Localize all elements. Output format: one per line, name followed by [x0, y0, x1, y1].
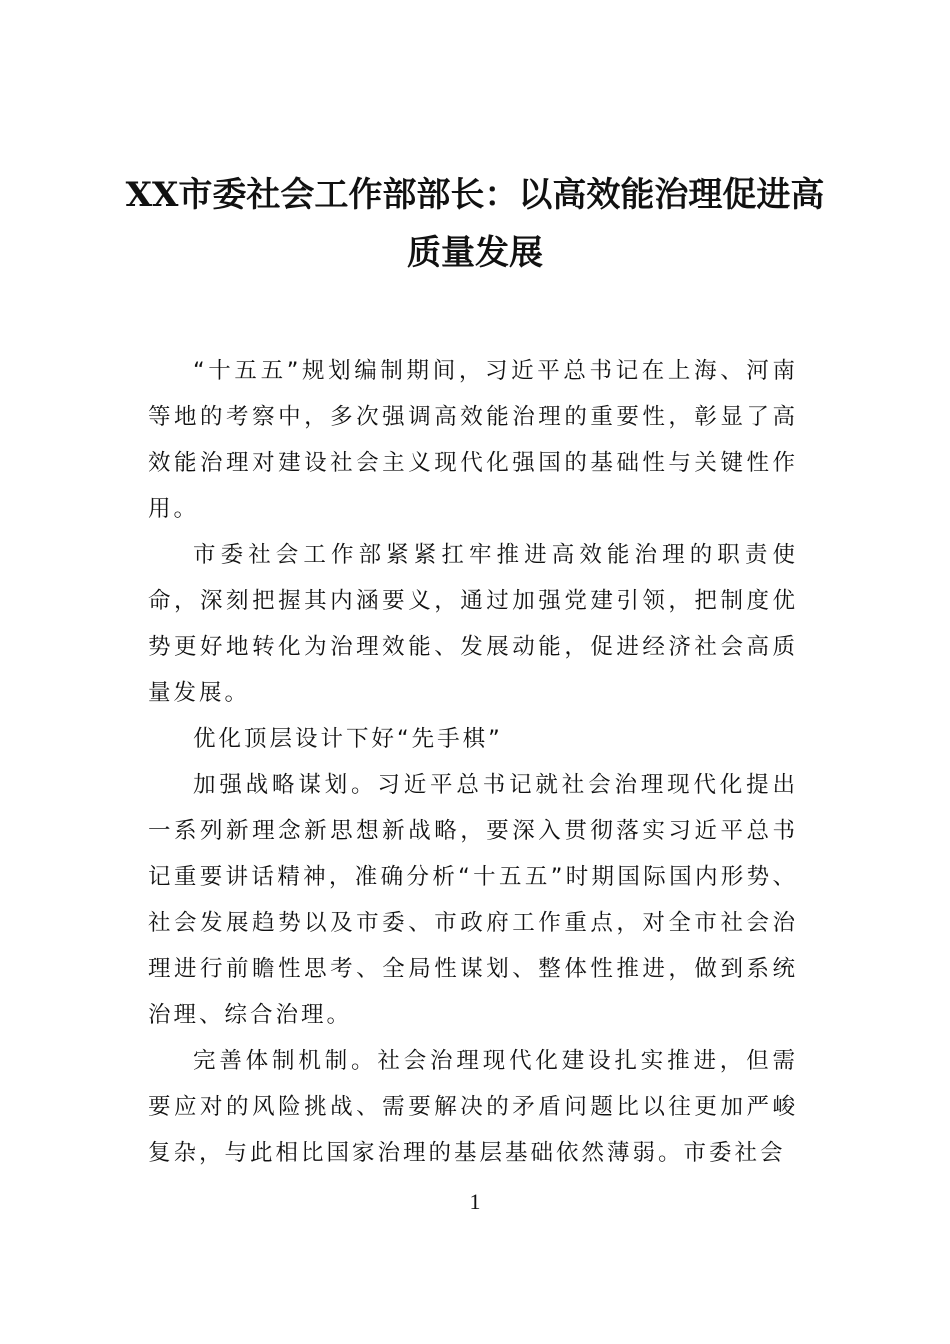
- section-heading: 优化顶层设计下好“先手棋”: [193, 726, 503, 752]
- document-title: XX市委社会工作部部长：以高效能治理促进高质量发展: [125, 175, 825, 273]
- page-number: 1: [469, 1189, 481, 1214]
- paragraph-mechanism: 完善体制机制。社会治理现代化建设扎实推进，但需要应对的风险挑战、需要解决的矛盾问题比以往更加严峻复杂，与此相比国家治理的基层基础依然薄弱。市委社会: [148, 1048, 798, 1166]
- paragraph-mission: 市委社会工作部紧紧扛牢推进高效能治理的职责使命，深刻把握其内涵要义，通过加强党建引领，把制度优势更好地转化为治理效能、发展动能，促进经济社会高质量发展。: [148, 542, 798, 706]
- paragraph-intro: “十五五”规划编制期间，习近平总书记在上海、河南等地的考察中，多次强调高效能治理的重要性，彰显了高效能治理对建设社会主义现代化强国的基础性与关键性作用。: [148, 358, 798, 522]
- document-body: [148, 348, 798, 1176]
- paragraph-strategy: 加强战略谋划。习近平总书记就社会治理现代化提出一系列新理念新思想新战略，要深入贯彻落实习近平总书记重要讲话精神，准确分析“十五五”时期国际国内形势、社会发展趋势以及市委、市政府工作重点，对全市社会治理进行前瞻性思考、全局性谋划、整体性推进，做到系统治理、综合治理。: [148, 772, 798, 1028]
